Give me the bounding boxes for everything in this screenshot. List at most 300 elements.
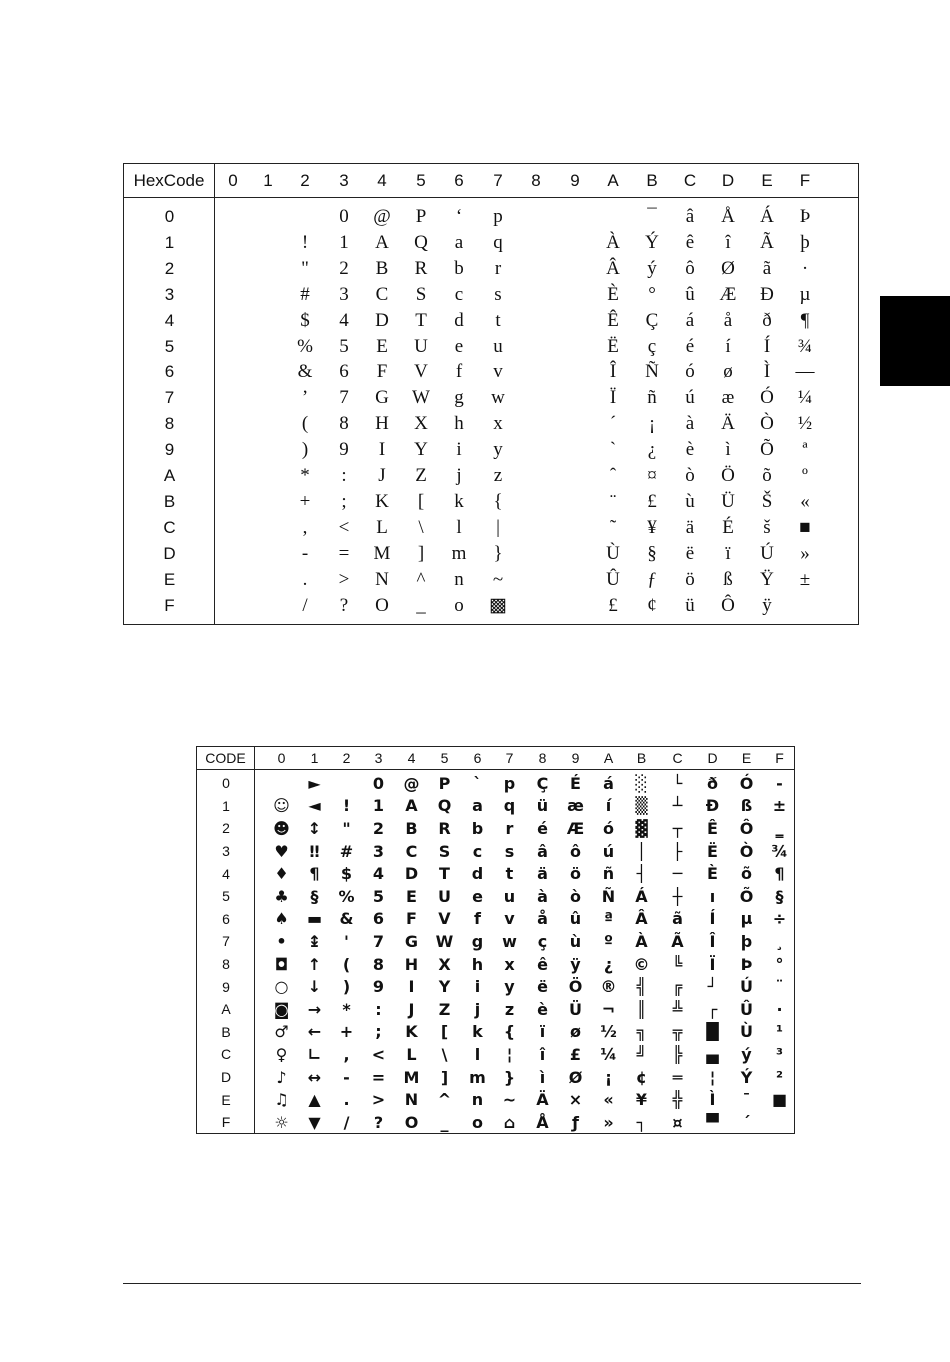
table-cell: ñ — [602, 864, 615, 884]
table-cell: └ — [672, 773, 683, 793]
row-header-column — [197, 770, 255, 1133]
table-cell: u — [493, 335, 503, 357]
table-cell: - — [343, 1067, 350, 1087]
table-cell: ê — [685, 231, 695, 253]
table-cell: º — [802, 465, 808, 486]
table-cell: Ë — [607, 335, 619, 357]
column-header: 0 — [277, 750, 286, 766]
table-cell: Z — [415, 465, 427, 486]
table-cell: ö — [685, 568, 695, 590]
column-header: C — [683, 170, 697, 190]
table-cell: ◘ — [274, 954, 289, 974]
table-cell: ╬ — [672, 1090, 683, 1110]
column-header: B — [636, 750, 647, 766]
table-cell: Ì — [763, 361, 771, 383]
table-cell: © — [633, 954, 650, 974]
table-cell: ( — [301, 413, 309, 435]
table-cell: I — [408, 977, 415, 997]
table-cell: X — [438, 954, 451, 974]
table-cell: ² — [775, 1067, 783, 1087]
table-cell: ╝ — [636, 1044, 647, 1064]
table-cell: : — [375, 999, 382, 1019]
table-cell: è — [537, 999, 548, 1019]
table-cell: D — [375, 309, 389, 331]
table-cell: Û — [606, 568, 620, 590]
row-header: 3 — [164, 284, 175, 304]
table-cell: Ó — [739, 773, 754, 793]
table-cell: å — [723, 309, 733, 331]
table-cell: ░ — [635, 773, 648, 793]
table-cell: z — [504, 999, 515, 1019]
table-cell: ↔ — [307, 1067, 322, 1087]
table-cell: h — [471, 954, 484, 974]
table-cell: d — [471, 864, 484, 884]
table-cell: " — [342, 818, 351, 838]
table-cell: c — [472, 841, 483, 861]
table-cell: Õ — [760, 439, 774, 461]
table-cell: $ — [300, 309, 310, 331]
table-cell: Æ — [566, 818, 585, 838]
table-cell: J — [378, 465, 386, 486]
table-cell: ã — [672, 909, 683, 929]
table-cell: = — [338, 542, 350, 564]
table-cell: ÿ — [762, 594, 772, 616]
table-cell: ß — [723, 568, 733, 590]
table-cell: ═ — [672, 1067, 683, 1087]
table-cell: Ù — [740, 1022, 753, 1042]
table-cell: ´ — [742, 1112, 751, 1132]
table-cell: o — [472, 1112, 483, 1132]
table-cell: ☺ — [273, 796, 290, 816]
table-cell: æ — [721, 387, 735, 409]
table-cell: ) — [342, 977, 351, 997]
table-cell: x — [504, 954, 515, 974]
table-cell: ° — [775, 954, 784, 974]
table-cell: ä — [537, 864, 548, 884]
table-cell: ª — [603, 909, 614, 929]
table-cell: Ò — [760, 413, 774, 435]
row-header: 8 — [164, 414, 175, 434]
column-header: D — [707, 750, 718, 766]
table-cell: P — [415, 206, 427, 227]
table-cell: K — [375, 490, 389, 512]
table-cell: ♫ — [274, 1090, 289, 1110]
table-cell: ▀ — [706, 1112, 719, 1132]
table-cell: ■ — [771, 1090, 788, 1110]
table-cell: À — [635, 931, 648, 951]
table-cell: ; — [375, 1022, 382, 1042]
table-cell: . — [302, 568, 308, 590]
table-cell: ò — [685, 465, 695, 486]
table-cell: á — [603, 773, 614, 793]
table-cell: g — [454, 387, 464, 409]
table-cell: Ü — [569, 999, 582, 1019]
table-cell: f — [474, 909, 481, 929]
table-cell: Ø — [721, 257, 735, 279]
table-cell: ò — [570, 886, 581, 906]
table-cell: ┘ — [707, 977, 718, 997]
table-cell: î — [539, 1044, 546, 1064]
table-cell: ¨ — [775, 977, 784, 997]
table-cell: ▒ — [635, 796, 648, 816]
table-cell: \ — [441, 1044, 448, 1064]
table-cell: c — [454, 283, 464, 305]
table-cell: Z — [438, 999, 451, 1019]
table-cell: Ê — [707, 818, 718, 838]
table-cell: ¿ — [603, 954, 614, 974]
table-cell: Ý — [740, 1067, 753, 1087]
table-cell: ° — [648, 283, 656, 305]
table-cell: 2 — [372, 818, 385, 838]
table-cell: ↓ — [307, 977, 322, 997]
table-cell: ╚ — [672, 954, 683, 974]
row-header: A — [163, 466, 176, 485]
column-header: 3 — [339, 170, 349, 190]
column-header: F — [775, 750, 784, 766]
row-header: 6 — [222, 910, 230, 927]
table-cell: ³ — [775, 1044, 783, 1064]
row-header: D — [220, 1069, 232, 1086]
row-header: D — [163, 543, 176, 563]
table-cell: Š — [761, 490, 773, 512]
table-cell: Ì — [709, 1090, 716, 1110]
row-header: 9 — [164, 440, 175, 460]
table-cell: Â — [606, 257, 620, 279]
table-cell: 7 — [339, 387, 349, 409]
table-cell: O — [375, 594, 389, 616]
table-cell: ├ — [672, 841, 683, 861]
table-cell: a — [454, 231, 464, 253]
table-cell: ± — [772, 796, 787, 816]
table-cell: E — [376, 335, 388, 357]
table-cell: N — [375, 568, 389, 590]
table-cell: ↕ — [307, 818, 322, 838]
table-cell: Ê — [607, 309, 619, 331]
table-cell: Ð — [705, 796, 720, 816]
table-cell: ♂ — [274, 1022, 289, 1042]
table-cell: " — [301, 257, 309, 279]
table-cell: ¥ — [635, 1090, 648, 1110]
table-cell: ☻ — [273, 818, 290, 838]
table-cell: ▲ — [308, 1090, 321, 1110]
table-cell: ~ — [492, 568, 504, 590]
table-cell: Á — [760, 206, 774, 227]
table-cell: p — [503, 773, 516, 793]
table-cell: < — [371, 1044, 386, 1064]
row-header: A — [221, 1001, 231, 1018]
table-cell: ñ — [647, 387, 657, 409]
table-cell: ı — [709, 886, 716, 906]
table-cell: ¢ — [647, 594, 657, 616]
table-cell: â — [537, 841, 548, 861]
table-cell: r — [494, 257, 502, 279]
table-cell: L — [376, 516, 388, 538]
table-cell: N — [404, 1090, 419, 1110]
table-cell: ▄ — [706, 1044, 719, 1064]
table-cell: · — [776, 999, 783, 1019]
table-cell: þ — [740, 931, 753, 951]
table-cell: v — [504, 909, 515, 929]
table-cell: ? — [339, 594, 349, 616]
table-cell: ¦ — [506, 1044, 513, 1064]
table-cell: & — [297, 361, 313, 383]
table-cell: è — [685, 439, 695, 461]
table-cell: D — [404, 864, 419, 884]
table-cell: J — [408, 999, 415, 1019]
table-cell: ø — [723, 361, 733, 383]
table-cell: y — [493, 439, 503, 461]
table-cell: ç — [537, 931, 548, 951]
table-cell: á — [685, 309, 695, 331]
table-cell: % — [297, 335, 313, 357]
table-cell: t — [495, 309, 501, 331]
table-cell: k — [472, 1022, 483, 1042]
table-cell: § — [647, 542, 657, 564]
table-cell: ╩ — [672, 999, 683, 1019]
table-cell: ┼ — [672, 886, 683, 906]
table-cell: p — [493, 206, 503, 227]
table-cell: ^ — [437, 1090, 452, 1110]
table-cell: Õ — [739, 886, 754, 906]
table-cell: ╣ — [636, 977, 647, 997]
table-cell: h — [454, 413, 464, 435]
table-cell: } — [493, 542, 503, 564]
table-cell: 1 — [339, 231, 349, 253]
table-cell: ! — [342, 796, 351, 816]
table-cell: ┤ — [636, 864, 647, 884]
table-cell: Î — [609, 361, 617, 383]
table-cell: j — [474, 999, 481, 1019]
table-cell: G — [375, 387, 389, 409]
table-cell: ─ — [672, 864, 683, 884]
table-cell: → — [307, 999, 322, 1019]
table-cell: Ô — [721, 594, 735, 616]
table-cell: Q — [414, 231, 428, 253]
table-cell: ¯ — [742, 1090, 751, 1110]
table-cell: { — [503, 1022, 516, 1042]
table-cell: _ — [416, 594, 426, 616]
table-cell: Y — [414, 439, 428, 461]
table-cell: Ã — [760, 231, 774, 253]
table-cell: M — [403, 1067, 420, 1087]
table-cell: Ï — [709, 954, 716, 974]
column-header: A — [607, 170, 619, 190]
table-cell: Ñ — [645, 361, 659, 383]
table-cell: ( — [342, 954, 351, 974]
table-cell: l — [456, 516, 462, 538]
table-cell: ˆ — [609, 465, 617, 486]
table-cell: ½ — [797, 413, 813, 435]
table-cell: » — [800, 542, 810, 564]
hexcode-corner-label: HexCode — [124, 164, 215, 197]
table-cell: d — [454, 309, 464, 331]
table-cell: ` — [609, 439, 617, 461]
table-cell: È — [707, 864, 718, 884]
row-header: 6 — [164, 362, 175, 382]
table-cell: k — [454, 490, 464, 512]
table-cell: s — [504, 841, 515, 861]
table-cell: m — [469, 1067, 486, 1087]
table-cell: ‼ — [309, 841, 320, 861]
table-cell: ┴ — [672, 796, 683, 816]
table-cell: ü — [685, 594, 695, 616]
table-cell: , — [302, 516, 308, 538]
column-header: B — [646, 170, 658, 190]
table-cell: ¢ — [635, 1067, 648, 1087]
table-cell: W — [412, 387, 430, 409]
table-cell: Ú — [760, 542, 774, 564]
table-cell: ù — [569, 931, 582, 951]
row-header: 8 — [222, 956, 230, 973]
table-cell: ¸ — [775, 931, 784, 951]
table-cell: P — [438, 773, 451, 793]
table-cell: ó — [685, 361, 695, 383]
table-cell: ¹ — [775, 1022, 783, 1042]
table-cell: þ — [800, 231, 810, 253]
table-cell: µ — [740, 909, 753, 929]
table-cell: ý — [647, 257, 657, 279]
table-cell: § — [775, 886, 784, 906]
table-cell: z — [493, 465, 503, 486]
column-header: 6 — [473, 750, 482, 766]
column-header: 4 — [377, 170, 387, 190]
table-cell: V — [414, 361, 428, 383]
table-cell: \ — [418, 516, 424, 538]
column-header: C — [672, 750, 683, 766]
table-cell: l — [474, 1044, 481, 1064]
table-cell: ë — [537, 977, 548, 997]
table-cell: B — [375, 257, 389, 279]
table-cell: ; — [341, 490, 347, 512]
row-header: B — [221, 1023, 231, 1040]
table-cell: > — [338, 568, 350, 590]
table-cell: G — [404, 931, 419, 951]
table-cell: ~ — [502, 1090, 517, 1110]
table-cell: ï — [725, 542, 731, 564]
row-header: 4 — [222, 865, 230, 882]
table-cell: 8 — [372, 954, 385, 974]
table-cell: + — [299, 490, 311, 512]
table-cell: Á — [635, 886, 648, 906]
table-cell: } — [503, 1067, 516, 1087]
table-cell: H — [375, 413, 389, 435]
table-cell: e — [472, 886, 483, 906]
table-cell: Æ — [719, 283, 737, 305]
table-cell: Í — [763, 335, 771, 357]
table-cell: ¤ — [647, 465, 657, 486]
table-cell: ¨ — [609, 490, 617, 512]
table-cell: ý — [741, 1044, 752, 1064]
table-cell: 9 — [339, 439, 349, 461]
table-cell: I — [378, 439, 386, 461]
table-cell: [ — [417, 490, 425, 512]
table-cell: ó — [603, 818, 614, 838]
table-cell: í — [725, 335, 731, 357]
table-cell: q — [503, 796, 516, 816]
table-cell: ▼ — [308, 1112, 321, 1132]
table-cell: @ — [373, 206, 391, 227]
table-cell: Ç — [536, 773, 549, 793]
row-header: 5 — [222, 888, 230, 905]
table-cell: ù — [685, 490, 695, 512]
table-cell: í — [605, 796, 612, 816]
table-cell: { — [493, 490, 503, 512]
table-cell: i — [474, 977, 481, 997]
table-cell: j — [456, 465, 462, 486]
table-cell: ◙ — [273, 999, 290, 1019]
row-header: 3 — [222, 843, 230, 860]
table-cell: x — [493, 413, 503, 435]
table-cell: £ — [608, 594, 618, 616]
table-cell: ∟ — [307, 1044, 322, 1064]
table-cell: X — [414, 413, 428, 435]
column-header: 2 — [300, 170, 310, 190]
column-header: 9 — [571, 750, 580, 766]
table-cell: ± — [799, 568, 811, 590]
table-cell: — — [795, 361, 815, 383]
table-cell: ¡ — [648, 413, 656, 435]
table-cell: O — [404, 1112, 419, 1132]
table-cell: Í — [709, 909, 716, 929]
table-cell: À — [606, 231, 620, 253]
table-cell: % — [338, 886, 355, 906]
table-cell: ▩ — [489, 595, 507, 616]
table-cell: ô — [685, 257, 695, 279]
table-cell: u — [503, 886, 516, 906]
table-cell: ╠ — [672, 1044, 683, 1064]
table-cell: m — [451, 542, 467, 564]
column-header: 5 — [416, 170, 426, 190]
table-cell: ß — [740, 796, 753, 816]
table-cell: ï — [539, 1022, 546, 1042]
table-cell: Þ — [740, 954, 753, 974]
row-header: 1 — [222, 797, 230, 814]
table-cell: █ — [706, 1022, 719, 1042]
table-cell: V — [438, 909, 451, 929]
table-cell: Ö — [568, 977, 583, 997]
table-cell: Ä — [721, 413, 735, 435]
table-cell: n — [471, 1090, 484, 1110]
table-cell: 2 — [339, 257, 349, 279]
table-cell: ◄ — [308, 796, 321, 816]
code-character-table — [196, 746, 795, 1134]
table-cell: ‘ — [455, 206, 463, 227]
table-cell: Û — [740, 999, 753, 1019]
table-cell: ╗ — [636, 1022, 647, 1042]
table-cell: ® — [600, 977, 617, 997]
table-cell: ` — [473, 773, 482, 793]
table-cell: ˜ — [609, 516, 617, 538]
table-cell: ! — [301, 231, 309, 253]
table-cell: È — [607, 283, 619, 305]
table-cell: Â — [635, 909, 648, 929]
table-cell: ↑ — [307, 954, 322, 974]
table-header-row — [124, 164, 858, 198]
table-cell: « — [603, 1090, 614, 1110]
table-cell: 4 — [372, 864, 385, 884]
column-header: F — [799, 170, 811, 190]
table-cell: ¾ — [797, 335, 813, 357]
column-header: 3 — [374, 750, 383, 766]
row-header: E — [163, 569, 176, 589]
table-cell: ã — [762, 257, 772, 279]
table-cell: r — [505, 818, 514, 838]
table-cell: M — [373, 542, 391, 564]
table-cell: ○ — [274, 977, 289, 997]
row-header: 0 — [222, 775, 230, 792]
table-cell: Ï — [609, 387, 617, 409]
table-cell: ü — [536, 796, 549, 816]
